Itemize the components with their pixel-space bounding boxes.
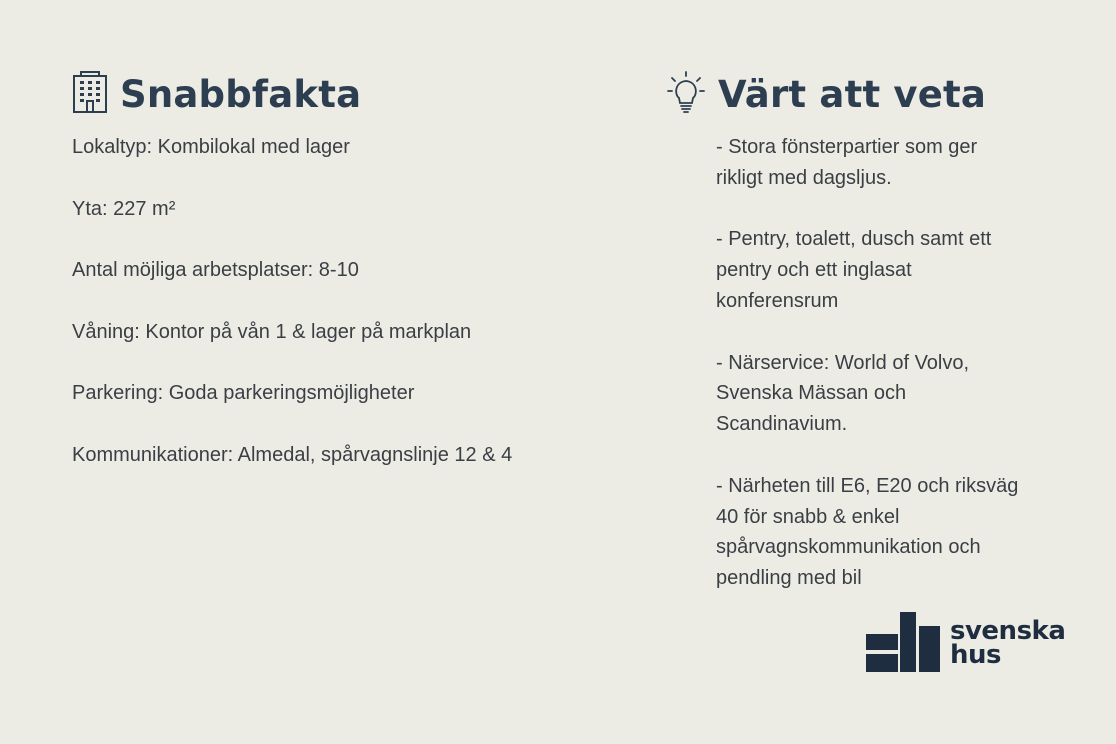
- fact-communications: Kommunikationer: Almedal, spårvagnslinje 12 & 4: [72, 443, 513, 466]
- logo-mark-icon: [866, 612, 940, 674]
- logo-line-2: hus: [950, 640, 1001, 670]
- note-transport: - Närheten till E6, E20 och riksväg 40 för snabb & enkel spårvagnskommunikation och pendling med bil: [716, 474, 1019, 590]
- fact-area: Yta: 227 m²: [72, 197, 176, 220]
- note-amenities: - Pentry, toalett, dusch samt ett pentry och ett inglasat konferensrum: [716, 228, 992, 312]
- note-nearby-services: - Närservice: World of Volvo, Svenska Mässan och Scandinavium.: [716, 351, 970, 436]
- facts-list: [72, 132, 632, 471]
- fact-parking: Parkering: Goda parkeringsmöjligheter: [72, 382, 415, 404]
- building-icon: [72, 70, 108, 119]
- fact-workplaces: Antal möjliga arbetsplatser: 8-10: [72, 259, 359, 281]
- notes-list: [716, 132, 1026, 594]
- logo-line-1: svenska: [950, 616, 1066, 646]
- note-windows: - Stora fönsterpartier som ger rikligt med dagsljus.: [716, 136, 978, 189]
- fact-floor: Våning: Kontor på vån 1 & lager på markplan: [72, 320, 472, 343]
- fact-premises-type: Lokaltyp: Kombilokal med lager: [72, 136, 350, 158]
- good-to-know-section: [666, 70, 1026, 625]
- logo-wordmark: [950, 616, 1066, 670]
- quick-facts-section: [72, 70, 632, 501]
- quick-facts-heading: [72, 70, 632, 118]
- quick-facts-title: Snabbfakta: [120, 72, 362, 116]
- lightbulb-icon: [666, 70, 706, 119]
- good-to-know-title: Värt att veta: [718, 72, 987, 116]
- good-to-know-heading: [666, 70, 1026, 118]
- company-logo: [866, 612, 1065, 674]
